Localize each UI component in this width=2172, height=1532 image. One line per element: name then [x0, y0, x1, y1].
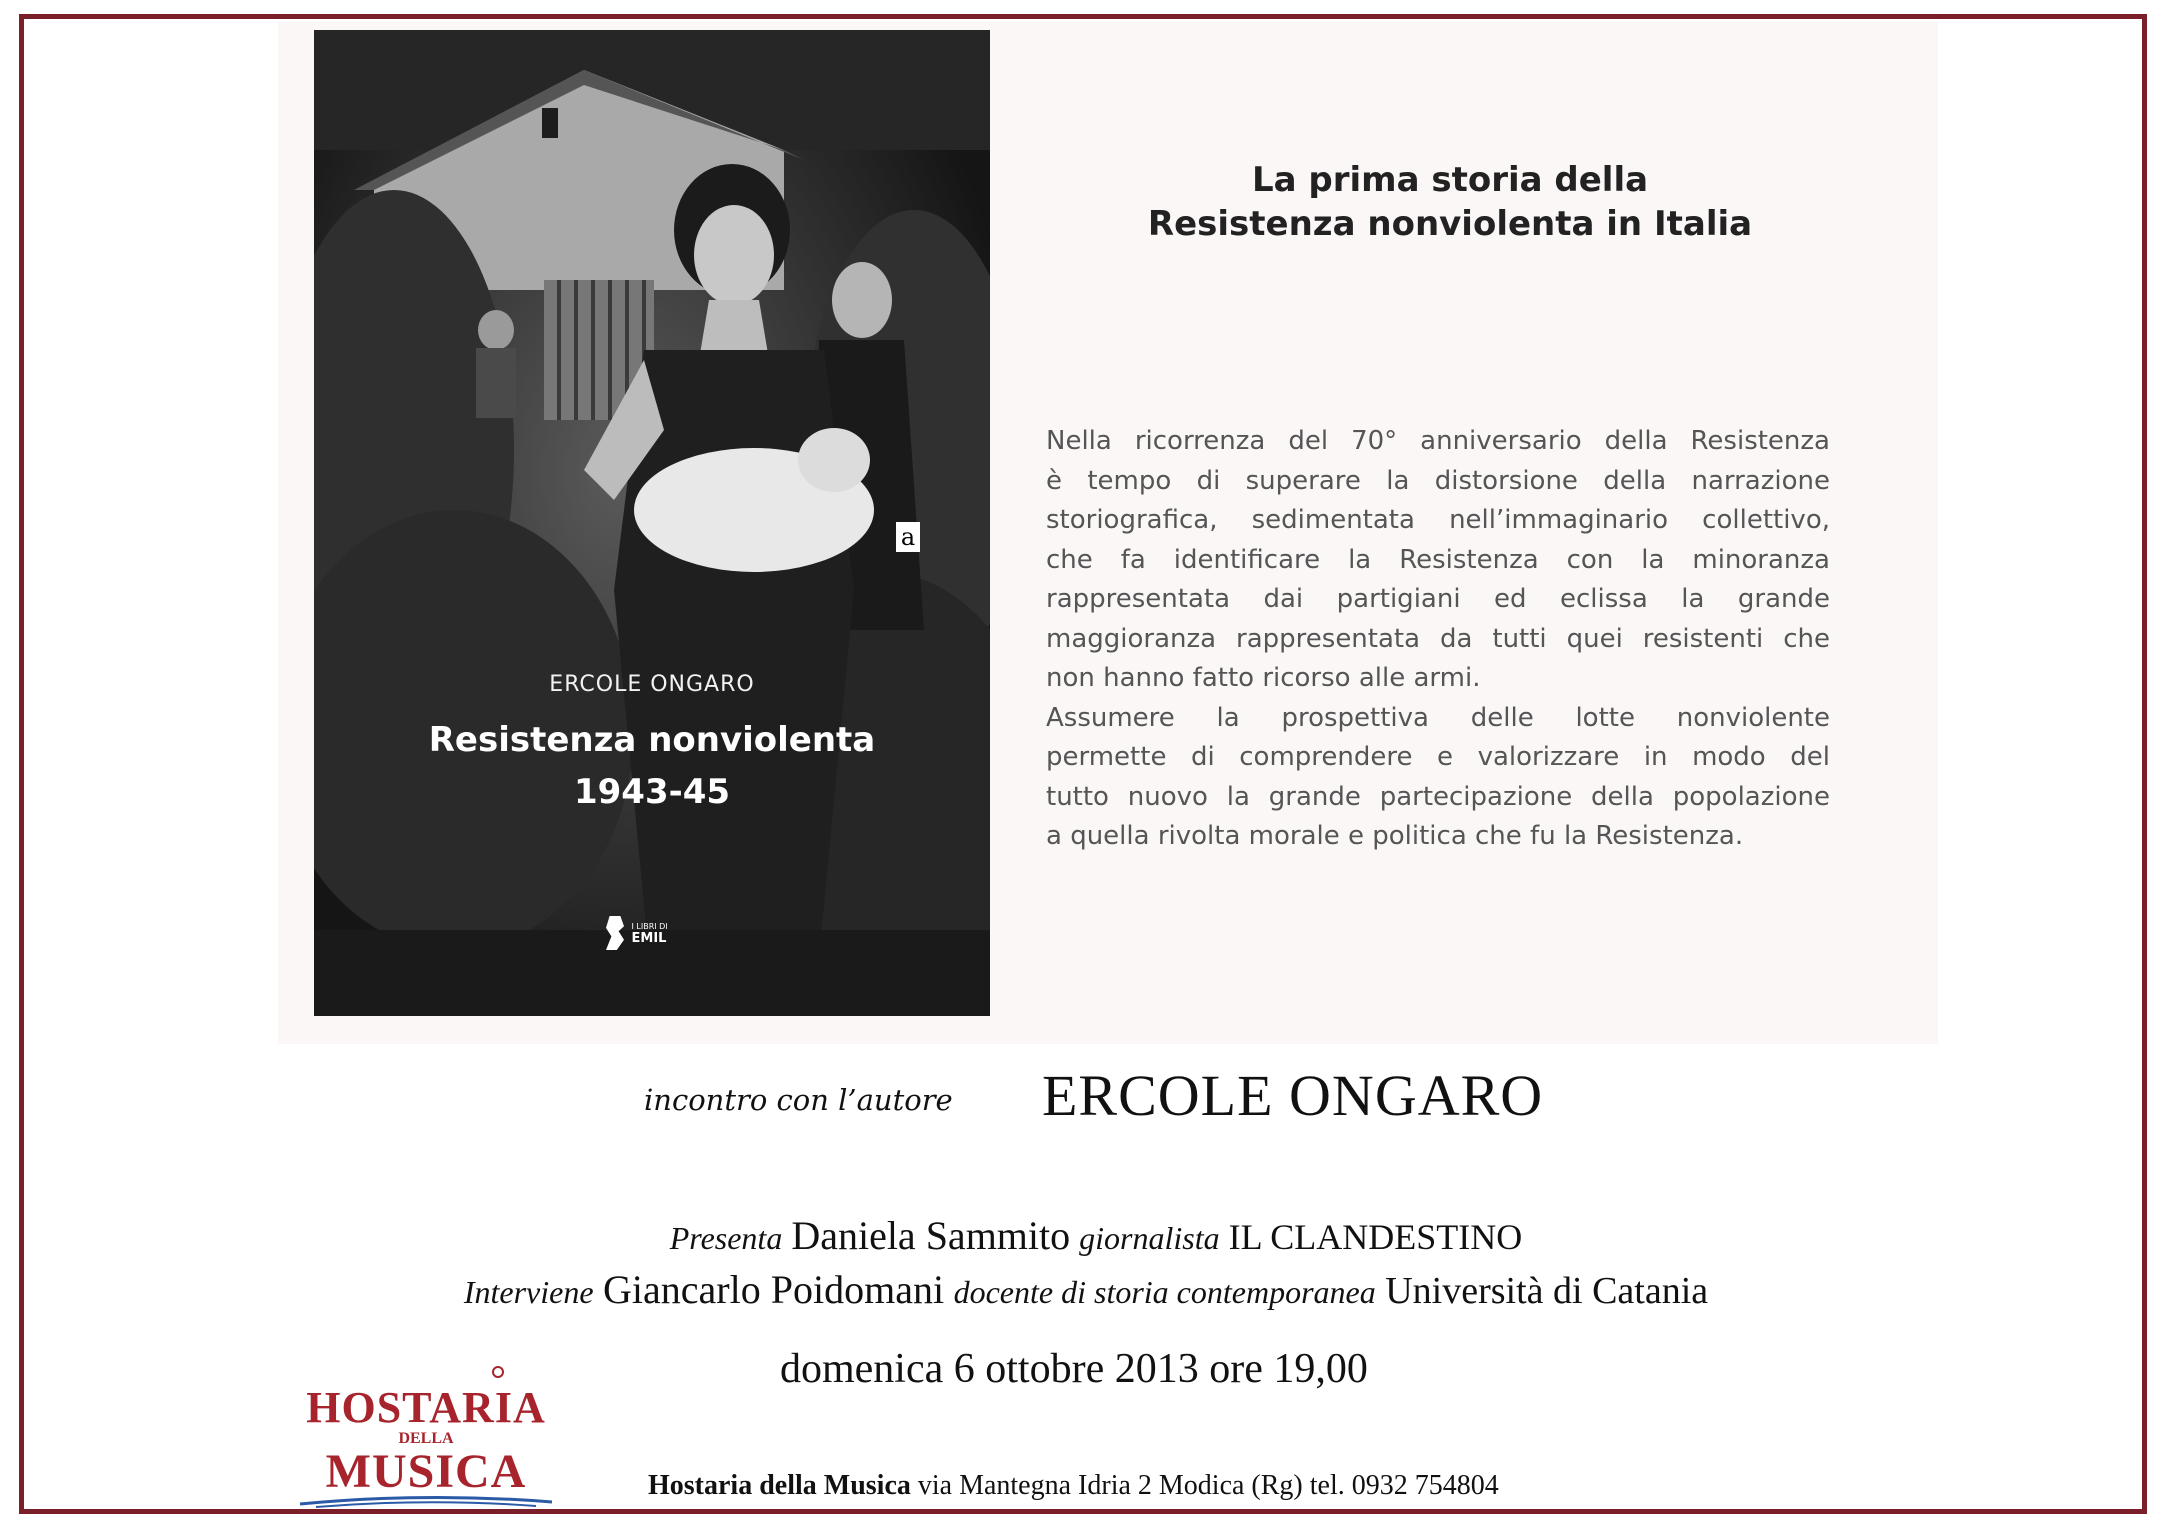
body-line: che fa identificare la Resistenza con la minoranza	[1046, 544, 1830, 575]
body-text	[1046, 422, 1830, 857]
cover-stray-letter: a	[896, 522, 920, 552]
presenter-org: IL CLANDESTINO	[1228, 1217, 1523, 1257]
book-cover	[314, 30, 990, 1016]
body-line: a quella rivolta morale e politica che fu la Resistenza.	[1046, 821, 1744, 851]
speaker-line	[0, 1266, 2172, 1313]
meet-label: incontro con l’autore	[644, 1083, 953, 1117]
cover-photo	[314, 30, 990, 1016]
logo-ornament-icon	[492, 1366, 504, 1378]
presenter-line	[0, 1212, 2172, 1259]
body-line: tutto nuovo la grande partecipazione della popolazione	[1046, 781, 1830, 812]
address-venue: Hostaria della Musica	[648, 1470, 911, 1501]
body-line: Assumere la prospettiva delle lotte nonviolente	[1046, 702, 1830, 733]
body-line: non hanno fatto ricorso alle armi.	[1046, 663, 1481, 693]
body-line: è tempo di superare la distorsione della narrazione	[1046, 465, 1830, 496]
presenter-role: giornalista	[1079, 1220, 1220, 1256]
speaker-org: Università di Catania	[1385, 1270, 1709, 1312]
cover-publisher	[606, 916, 668, 950]
speaker-prefix: Interviene	[463, 1274, 594, 1310]
cover-author: ERCOLE ONGARO	[549, 672, 755, 697]
address-details: via Mantegna Idria 2 Modica (Rg) tel. 0932 754804	[917, 1470, 1499, 1501]
body-line: Nella ricorrenza del 70° anniversario della Resistenza	[1046, 426, 1830, 456]
cover-title	[314, 714, 990, 818]
body-line: storiografica, sedimentata nell’immaginario collettivo,	[1046, 505, 1830, 535]
cover-title-line2: 1943-45	[573, 772, 731, 812]
presenter-name: Daniela Sammito	[791, 1213, 1071, 1258]
body-line: permette di comprendere e valorizzare in modo del	[1046, 742, 1830, 772]
cover-title-line1: Resistenza nonviolenta	[428, 720, 876, 760]
publisher-name: EMIL	[631, 931, 667, 946]
publisher-text	[632, 921, 668, 945]
headline-line1: La prima storia della	[1251, 160, 1649, 200]
speaker-name: Giancarlo Poidomani	[603, 1267, 945, 1312]
body-line: maggioranza rappresentata da tutti quei resistenti che	[1046, 623, 1830, 654]
event-date: domenica 6 ottobre 2013 ore 19,00	[780, 1346, 1368, 1392]
author-name: ERCOLE ONGARO	[1042, 1063, 1544, 1128]
presenter-prefix: Presenta	[669, 1220, 783, 1256]
publisher-logo-icon	[606, 916, 624, 950]
logo-swoosh-icon	[296, 1492, 556, 1510]
headline	[1080, 158, 1820, 246]
speaker-role: docente di storia contemporanea	[953, 1274, 1376, 1310]
address-line	[648, 1470, 1499, 1502]
logo-word-musica: MUSICA	[325, 1445, 527, 1498]
headline-line2: Resistenza nonviolenta in Italia	[1147, 204, 1753, 244]
venue-logo	[296, 1364, 556, 1514]
body-line: rappresentata dai partigiani ed eclissa la grande	[1046, 584, 1830, 614]
logo-word-della: DELLA	[398, 1430, 454, 1447]
publisher-small: I LIBRI DI	[631, 922, 668, 931]
logo-word-hostaria: HOSTARIA	[306, 1383, 546, 1432]
